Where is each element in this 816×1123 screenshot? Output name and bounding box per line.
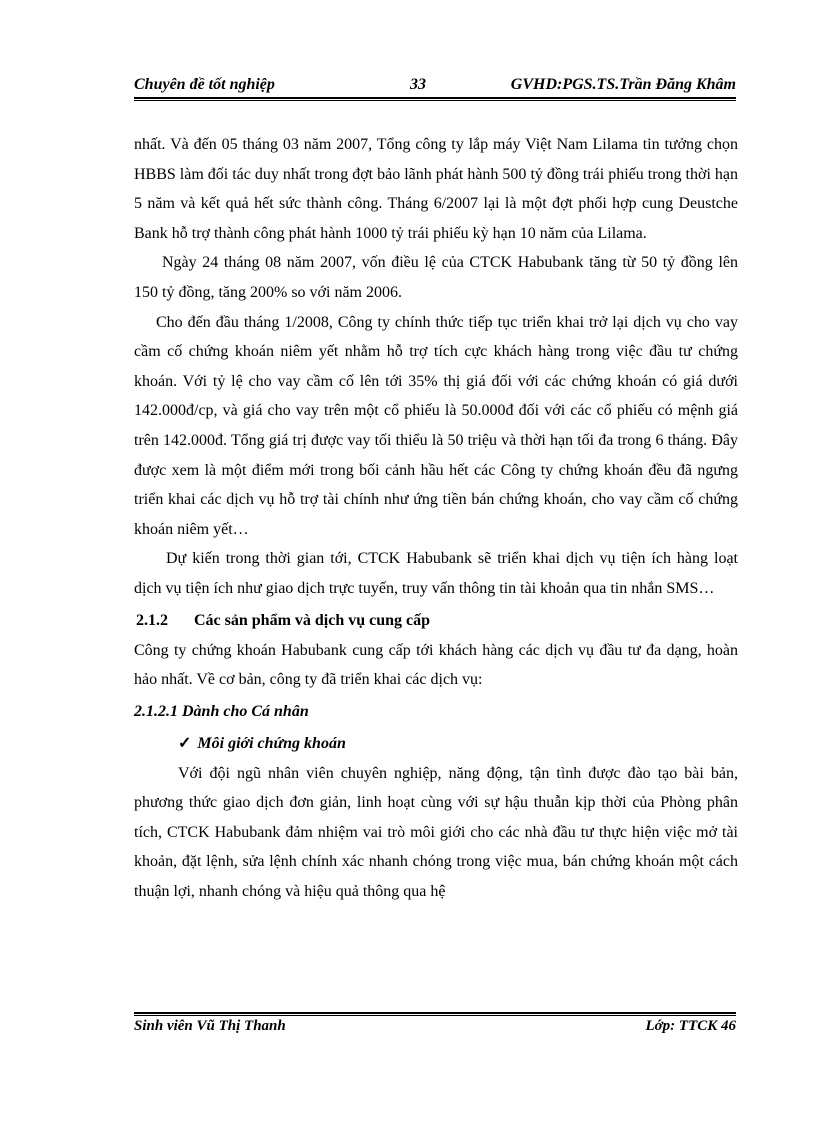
class-name: Lớp: TTCK 46	[645, 1018, 736, 1034]
paragraph-lilama-bonds: nhất. Và đến 05 tháng 03 năm 2007, Tổng công ty lắp máy Việt Nam Lilama tin tưởng chọn HBBS làm đối tác duy nhất trong đợt bảo lãnh phát hành 500 tỷ đồng trái phiếu trong thời hạn 5 năm và kết quả hết sức thành công. Tháng 6/2007 lại là một đợt phối hợp cung Deustche Bank hỗ trợ thành công phát hành 1000 tỷ trái phiếu kỳ hạn 10 năm của Lilama.	[134, 136, 738, 242]
paragraph-margin-lending: Cho đến đầu tháng 1/2008, Công ty chính thức tiếp tục triển khai trở lại dịch vụ cho vay cầm cố chứng khoán niêm yết nhằm hỗ trợ tích cực khách hàng trong việc đầu tư chứng khoán. Với tỷ lệ cho vay cầm cố lên tới 35% thị giá đối với các chứng khoán có giá dưới 142.000đ/cp, và giá cho vay trên một cổ phiếu là 50.000đ đối với các cổ phiếu có mệnh giá trên 142.000đ. Tổng giá trị được vay tối thiểu là 50 triệu và thời hạn tối đa trong 6 tháng. Đây được xem là một điểm mới trong bối cảnh hầu hết các Công ty chứng khoán đều đã ngưng triển khai các dịch vụ hỗ trợ tài chính như ứng tiền bán chứng khoán, cho vay cầm cố chứng khoán niêm yết…	[134, 313, 738, 538]
student-name: Sinh viên Vũ Thị Thanh	[134, 1018, 286, 1034]
subsection-heading: 2.1.2.1 Dành cho Cá nhân	[134, 702, 309, 720]
paragraph-services-intro: Công ty chứng khoán Habubank cung cấp tới khách hàng các dịch vụ đầu tư đa dạng, hoàn hảo nhất. Về cơ bản, công ty đã triển khai các dịch vụ:	[134, 641, 738, 689]
paragraph-charter-capital: Ngày 24 tháng 08 năm 2007, vốn điều lệ của CTCK Habubank tăng từ 50 tỷ đồng lên 150 tỷ đồng, tăng 200% so với năm 2006.	[134, 254, 738, 301]
checkmark-icon: ✓	[178, 734, 192, 752]
section-title: Các sản phẩm và dịch vụ cung cấp	[194, 611, 431, 629]
thesis-title: Chuyên đề tốt nghiệp	[134, 76, 275, 93]
page-header	[134, 74, 736, 98]
header-divider	[134, 97, 736, 101]
paragraph-brokerage: Với đội ngũ nhân viên chuyên nghiệp, năng động, tận tình được đào tạo bài bản, phương thức giao dịch đơn giản, linh hoạt cùng với sự hậu thuẫn kịp thời của Phòng phân tích, CTCK Habubank đảm nhiệm vai trò môi giới cho các nhà đầu tư thực hiện việc mở tài khoản, đặt lệnh, sửa lệnh chính xác nhanh chóng trong việc mua, bán chứng khoán một cách thuận lợi, nhanh chóng và hiệu quả thông qua hệ	[134, 764, 738, 901]
page-footer	[134, 1016, 736, 1040]
page-number: 33	[410, 76, 426, 93]
paragraph-future-services: Dự kiến trong thời gian tới, CTCK Habubank sẽ triển khai dịch vụ tiện ích hàng loạt dịch vụ tiện ích như giao dịch trực tuyến, truy vấn thông tin tài khoản qua tin nhắn SMS…	[134, 550, 738, 597]
bullet-title: Môi giới chứng khoán	[197, 734, 346, 752]
section-heading	[134, 606, 738, 636]
section-number: 2.1.2	[136, 611, 168, 629]
advisor-name: GVHD:PGS.TS.Trần Đăng Khâm	[510, 76, 736, 93]
bullet-heading	[134, 729, 738, 759]
page-content	[134, 130, 738, 907]
